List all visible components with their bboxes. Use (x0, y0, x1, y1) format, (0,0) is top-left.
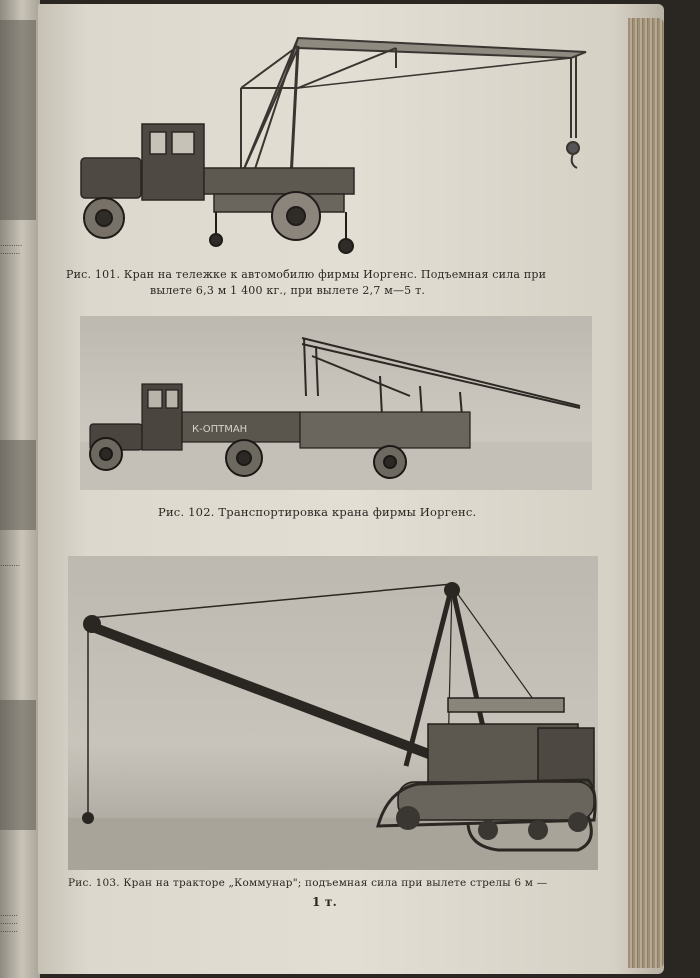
figure-102-caption: Рис. 102. Транспортировка крана фирмы Иоргенс. (158, 505, 477, 519)
left-page-fragment: .......... ......... ......... ........ ........ ........ (0, 0, 40, 978)
figure-102-truck-transport-photo (80, 316, 592, 490)
figure-101-caption-line1: Рис. 101. Кран на тележке к автомобилю фирмы Иоргенс. Подъемная сила при (66, 268, 547, 281)
page-edges (628, 18, 664, 968)
figure-103-caption-line1: Рис. 103. Кран на тракторе „Коммунар"; подъемная сила при вылете стрелы 6 м — (68, 877, 548, 889)
figure-101-crane-trailer-illustration (66, 28, 606, 262)
truck-lettering: К-ОПТМАН (192, 424, 248, 435)
figure-103-caption-line2: 1 т. (312, 895, 337, 909)
figure-101-caption-line2: вылете 6,3 м 1 400 кг., при вылете 2,7 м—5 т. (150, 284, 426, 297)
figure-103-tractor-crane-photo (68, 556, 598, 870)
